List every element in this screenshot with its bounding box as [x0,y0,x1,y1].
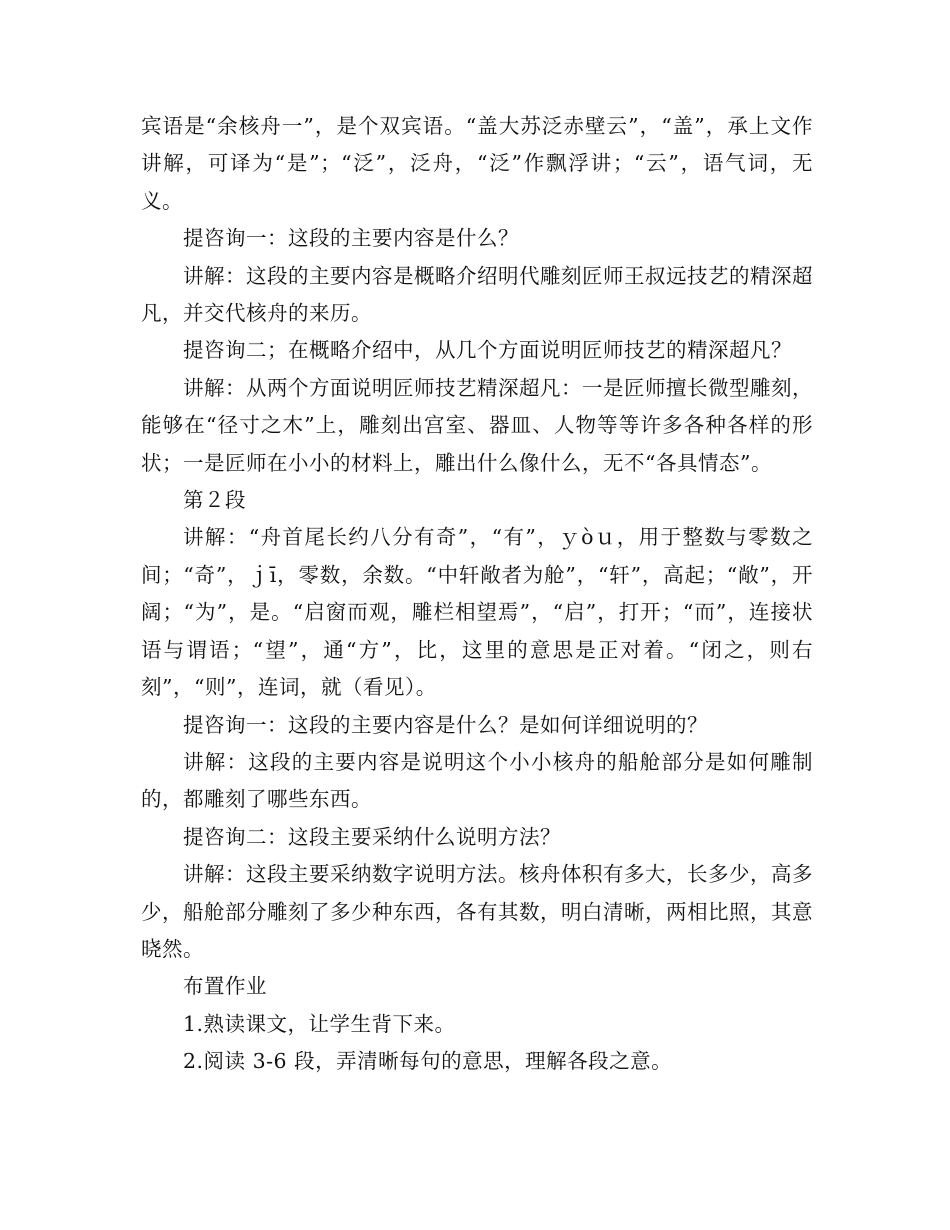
homework-item-1: 1.熟读课文，让学生背下来。 [183,1011,456,1036]
paragraph-section-2-explanation: 讲解：“舟首尾长约八分有奇”，“有”，ｙòｕ，用于整数与零数之间；“奇”，ｊī，零数，余数。“中轩敞者为舱”，“轩”，高起；“敞”，开阔；“为”，是。“启窗而观，雕栏相望焉”，“启”，打开；“而”，连接状语与谓语；“望”，通“方”，比，这里的意思是正对着。“闭之，则右刻”，“则”，连词，就（看见）。 [141,525,813,700]
paragraph-answer-2: 讲解：从两个方面说明匠师技艺精深超凡：一是匠师擅长微型雕刻，能够在“径寸之木”上，雕刻出宫室、器皿、人物等等许多各种各样的形状；一是匠师在小小的材料上，雕出什么像什么，无不“各具情态”。 [141,375,813,475]
paragraph-section-2-question-2: 提咨询二：这段主要采纳什么说明方法？ [183,824,561,849]
homework-item-2: 2.阅读 3-6 段，弄清晰每句的意思，理解各段之意。 [183,1049,673,1074]
paragraph-section-2-answer-1: 讲解：这段的主要内容是说明这个小小核舟的船舱部分是如何雕制的，都雕刻了哪些东西。 [141,749,813,812]
document-page [141,108,813,1081]
paragraph-answer-1: 讲解：这段的主要内容是概略介绍明代雕刻匠师王叔远技艺的精深超凡，并交代核舟的来历。 [141,263,813,326]
paragraph-object-explanation: 宾语是“余核舟一”，是个双宾语。“盖大苏泛赤壁云”，“盖”，承上文作讲解，可译为“是”；“泛”，泛舟，“泛”作飘浮讲；“云”，语气词，无义。 [141,114,813,213]
section-heading-paragraph-2: 第２段 [183,488,246,513]
paragraph-question-2: 提咨询二；在概略介绍中，从几个方面说明匠师技艺的精深超凡？ [183,338,792,363]
paragraph-question-1: 提咨询一：这段的主要内容是什么？ [183,226,519,251]
homework-heading: 布置作业 [183,974,267,999]
paragraph-section-2-answer-2: 讲解：这段主要采纳数字说明方法。核舟体积有多大，长多少，高多少，船舱部分雕刻了多少种东西，各有其数，明白清晰，两相比照，其意晓然。 [141,862,813,961]
paragraph-section-2-question-1: 提咨询一：这段的主要内容是什么？是如何详细说明的？ [183,712,708,737]
